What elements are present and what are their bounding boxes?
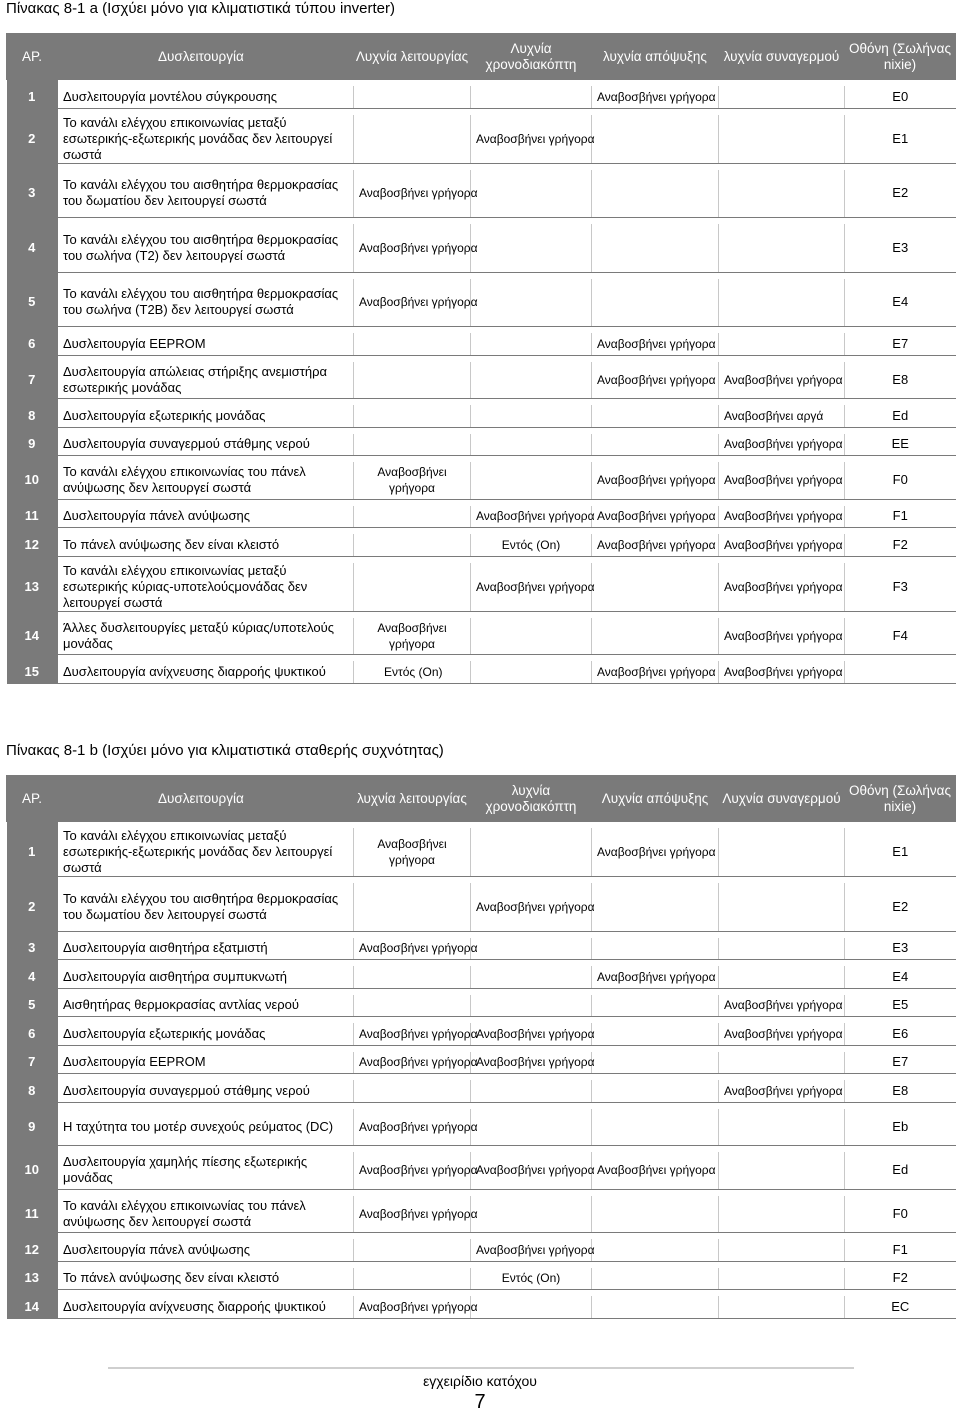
defrost-led-status: Αναβοσβήνει γρήγορα xyxy=(592,86,719,108)
row-number: 11 xyxy=(7,1196,58,1233)
error-table-inverter xyxy=(6,33,956,684)
alarm-led-status: Αναβοσβήνει γρήγορα xyxy=(719,995,845,1017)
alarm-led-status xyxy=(719,224,845,272)
malfunction-description: Δυσλειτουργία ανίχνευσης διαρροής ψυκτικού xyxy=(58,1296,354,1318)
malfunction-description: Το κανάλι ελέγχου επικοινωνίας μεταξύ εσωτερικής-εξωτερικής μονάδας δεν λειτουργεί σωστά xyxy=(58,115,354,164)
nixie-display-code: E2 xyxy=(845,170,956,218)
table-row xyxy=(7,563,956,612)
row-number: 7 xyxy=(7,362,58,399)
error-table-fixed-frequency xyxy=(6,775,956,1319)
nixie-display-code: Ed xyxy=(845,405,956,427)
malfunction-description: Το κανάλι ελέγχου του αισθητήρα θερμοκρασίας του δωματίου δεν λειτουργεί σωστά xyxy=(58,883,354,931)
row-number: 3 xyxy=(7,170,58,218)
nixie-display-code: E2 xyxy=(845,883,956,931)
row-number: 6 xyxy=(7,1023,58,1045)
timer-led-status xyxy=(471,462,592,499)
column-header-4: Λυχνία απόψυξης xyxy=(592,776,719,822)
table-b-caption: Πίνακας 8-1 b (Ισχύει μόνο για κλιματιστικά σταθερής συχνότητας) xyxy=(6,742,444,759)
alarm-led-status xyxy=(719,1268,845,1290)
defrost-led-status xyxy=(592,1023,719,1045)
malfunction-description: Το κανάλι ελέγχου επικοινωνίας του πάνελ ανύψωσης δεν λειτουργεί σωστά xyxy=(58,1196,354,1233)
defrost-led-status xyxy=(592,1080,719,1102)
operation-led-status: Αναβοσβήνει γρήγορα xyxy=(354,1152,471,1189)
malfunction-description: Δυσλειτουργία μοντέλου σύγκρουσης xyxy=(58,86,354,108)
defrost-led-status: Αναβοσβήνει γρήγορα xyxy=(592,661,719,683)
malfunction-description: Δυσλειτουργία ανίχνευσης διαρροής ψυκτικού xyxy=(58,661,354,683)
row-number: 9 xyxy=(7,1109,58,1146)
timer-led-status: Αναβοσβήνει γρήγορα xyxy=(471,506,592,528)
nixie-display-code: Ed xyxy=(845,1152,956,1189)
table-row xyxy=(7,224,956,272)
alarm-led-status: Αναβοσβήνει γρήγορα xyxy=(719,362,845,399)
row-number: 12 xyxy=(7,534,58,556)
nixie-display-code: E7 xyxy=(845,333,956,355)
timer-led-status xyxy=(471,1296,592,1318)
timer-led-status: Αναβοσβήνει γρήγορα xyxy=(471,1152,592,1189)
operation-led-status xyxy=(354,1080,471,1102)
row-number: 9 xyxy=(7,434,58,456)
row-number: 5 xyxy=(7,995,58,1017)
row-number: 1 xyxy=(7,828,58,877)
table-header-row xyxy=(7,34,956,80)
operation-led-status xyxy=(354,86,471,108)
timer-led-status: Αναβοσβήνει γρήγορα xyxy=(471,883,592,931)
malfunction-description: Δυσλειτουργία απώλειας στήριξης ανεμιστήρα εσωτερικής μονάδας xyxy=(58,362,354,399)
table-row xyxy=(7,170,956,218)
table-row xyxy=(7,1196,956,1233)
operation-led-status xyxy=(354,333,471,355)
malfunction-description: Το πάνελ ανύψωσης δεν είναι κλειστό xyxy=(58,534,354,556)
malfunction-description: Δυσλειτουργία εξωτερικής μονάδας xyxy=(58,405,354,427)
table-row xyxy=(7,1152,956,1189)
alarm-led-status xyxy=(719,1239,845,1261)
defrost-led-status xyxy=(592,1052,719,1074)
operation-led-status xyxy=(354,115,471,164)
column-header-2: λυχνία λειτουργίας xyxy=(354,776,471,822)
alarm-led-status xyxy=(719,333,845,355)
nixie-display-code: F3 xyxy=(845,563,956,612)
table-row xyxy=(7,115,956,164)
operation-led-status xyxy=(354,1268,471,1290)
nixie-display-code xyxy=(845,661,956,683)
nixie-display-code: E0 xyxy=(845,86,956,108)
malfunction-description: Δυσλειτουργία πάνελ ανύψωσης xyxy=(58,506,354,528)
alarm-led-status xyxy=(719,938,845,960)
operation-led-status: Αναβοσβήνει γρήγορα xyxy=(354,1109,471,1146)
operation-led-status xyxy=(354,362,471,399)
timer-led-status: Αναβοσβήνει γρήγορα xyxy=(471,1023,592,1045)
timer-led-status xyxy=(471,333,592,355)
nixie-display-code: F2 xyxy=(845,534,956,556)
table-header-row xyxy=(7,776,956,822)
timer-led-status xyxy=(471,86,592,108)
nixie-display-code: E7 xyxy=(845,1052,956,1074)
malfunction-description: Αισθητήρας θερμοκρασίας αντλίας νερού xyxy=(58,995,354,1017)
nixie-display-code: Eb xyxy=(845,1109,956,1146)
defrost-led-status: Αναβοσβήνει γρήγορα xyxy=(592,828,719,877)
column-header-0: ΑΡ. xyxy=(7,776,58,822)
timer-led-status: Αναβοσβήνει γρήγορα xyxy=(471,115,592,164)
timer-led-status xyxy=(471,224,592,272)
malfunction-description: Το κανάλι ελέγχου του αισθητήρα θερμοκρασίας του δωματίου δεν λειτουργεί σωστά xyxy=(58,170,354,218)
row-number: 2 xyxy=(7,115,58,164)
operation-led-status: Αναβοσβήνει γρήγορα xyxy=(354,618,471,655)
defrost-led-status xyxy=(592,279,719,327)
alarm-led-status xyxy=(719,1196,845,1233)
table-row xyxy=(7,1268,956,1290)
table-row xyxy=(7,333,956,355)
defrost-led-status xyxy=(592,1239,719,1261)
defrost-led-status: Αναβοσβήνει γρήγορα xyxy=(592,506,719,528)
column-header-6: Οθόνη (Σωλήνας nixie) xyxy=(845,34,956,80)
table-row xyxy=(7,434,956,456)
defrost-led-status xyxy=(592,170,719,218)
column-header-3: λυχνία χρονοδιακόπτη xyxy=(471,776,592,822)
timer-led-status: Εντός (On) xyxy=(471,1268,592,1290)
row-number: 5 xyxy=(7,279,58,327)
timer-led-status xyxy=(471,618,592,655)
nixie-display-code: F0 xyxy=(845,1196,956,1233)
timer-led-status xyxy=(471,938,592,960)
column-header-6: Οθόνη (Σωλήνας nixie) xyxy=(845,776,956,822)
malfunction-description: Δυσλειτουργία αισθητήρα συμπυκνωτή xyxy=(58,966,354,988)
alarm-led-status: Αναβοσβήνει γρήγορα xyxy=(719,506,845,528)
row-number: 7 xyxy=(7,1052,58,1074)
defrost-led-status xyxy=(592,938,719,960)
table-row xyxy=(7,938,956,960)
alarm-led-status xyxy=(719,86,845,108)
alarm-led-status: Αναβοσβήνει αργά xyxy=(719,405,845,427)
table-row xyxy=(7,618,956,655)
table-row xyxy=(7,506,956,528)
table-row xyxy=(7,661,956,683)
malfunction-description: Άλλες δυσλειτουργίες μεταξύ κύριας/υποτελούς μονάδας xyxy=(58,618,354,655)
nixie-display-code: E6 xyxy=(845,1023,956,1045)
defrost-led-status xyxy=(592,563,719,612)
malfunction-description: Η ταχύτητα του μοτέρ συνεχούς ρεύματος (DC) xyxy=(58,1109,354,1146)
alarm-led-status: Αναβοσβήνει γρήγορα xyxy=(719,1023,845,1045)
alarm-led-status: Αναβοσβήνει γρήγορα xyxy=(719,462,845,499)
timer-led-status xyxy=(471,170,592,218)
nixie-display-code: E1 xyxy=(845,115,956,164)
nixie-display-code: E8 xyxy=(845,1080,956,1102)
alarm-led-status xyxy=(719,883,845,931)
defrost-led-status: Αναβοσβήνει γρήγορα xyxy=(592,1152,719,1189)
defrost-led-status xyxy=(592,618,719,655)
operation-led-status: Αναβοσβήνει γρήγορα xyxy=(354,224,471,272)
column-header-3: Λυχνία χρονοδιακόπτη xyxy=(471,34,592,80)
row-number: 8 xyxy=(7,1080,58,1102)
alarm-led-status: Αναβοσβήνει γρήγορα xyxy=(719,1080,845,1102)
row-number: 3 xyxy=(7,938,58,960)
malfunction-description: Δυσλειτουργία συναγερμού στάθμης νερού xyxy=(58,434,354,456)
operation-led-status: Αναβοσβήνει γρήγορα xyxy=(354,279,471,327)
timer-led-status xyxy=(471,1080,592,1102)
nixie-display-code: E1 xyxy=(845,828,956,877)
footer-divider xyxy=(108,1367,854,1369)
page-number: 7 xyxy=(474,1391,486,1413)
timer-led-status xyxy=(471,434,592,456)
malfunction-description: Δυσλειτουργία πάνελ ανύψωσης xyxy=(58,1239,354,1261)
alarm-led-status xyxy=(719,966,845,988)
timer-led-status xyxy=(471,828,592,877)
timer-led-status xyxy=(471,661,592,683)
table-row xyxy=(7,534,956,556)
malfunction-description: Το κανάλι ελέγχου επικοινωνίας του πάνελ ανύψωσης δεν λειτουργεί σωστά xyxy=(58,462,354,499)
table-row xyxy=(7,279,956,327)
timer-led-status xyxy=(471,1196,592,1233)
row-number: 8 xyxy=(7,405,58,427)
operation-led-status: Αναβοσβήνει γρήγορα xyxy=(354,462,471,499)
malfunction-description: Δυσλειτουργία εξωτερικής μονάδας xyxy=(58,1023,354,1045)
alarm-led-status: Αναβοσβήνει γρήγορα xyxy=(719,661,845,683)
timer-led-status: Αναβοσβήνει γρήγορα xyxy=(471,1239,592,1261)
nixie-display-code: E4 xyxy=(845,966,956,988)
malfunction-description: Δυσλειτουργία EEPROM xyxy=(58,333,354,355)
timer-led-status: Εντός (On) xyxy=(471,534,592,556)
operation-led-status xyxy=(354,1239,471,1261)
operation-led-status: Αναβοσβήνει γρήγορα xyxy=(354,1296,471,1318)
alarm-led-status: Αναβοσβήνει γρήγορα xyxy=(719,534,845,556)
defrost-led-status: Αναβοσβήνει γρήγορα xyxy=(592,462,719,499)
defrost-led-status xyxy=(592,1109,719,1146)
timer-led-status xyxy=(471,405,592,427)
operation-led-status xyxy=(354,405,471,427)
malfunction-description: Δυσλειτουργία συναγερμού στάθμης νερού xyxy=(58,1080,354,1102)
defrost-led-status xyxy=(592,1296,719,1318)
table-row xyxy=(7,1239,956,1261)
defrost-led-status xyxy=(592,115,719,164)
table-row xyxy=(7,86,956,108)
malfunction-description: Δυσλειτουργία χαμηλής πίεσης εξωτερικής μονάδας xyxy=(58,1152,354,1189)
defrost-led-status xyxy=(592,995,719,1017)
row-number: 15 xyxy=(7,661,58,683)
row-number: 4 xyxy=(7,966,58,988)
row-number: 10 xyxy=(7,1152,58,1189)
table-row xyxy=(7,1023,956,1045)
alarm-led-status xyxy=(719,170,845,218)
table-row xyxy=(7,883,956,931)
table-row xyxy=(7,462,956,499)
defrost-led-status xyxy=(592,434,719,456)
malfunction-description: Το κανάλι ελέγχου επικοινωνίας μεταξύ εσωτερικής κύριας-υποτελούςμονάδας δεν λειτουργεί σωστά xyxy=(58,563,354,612)
nixie-display-code: E8 xyxy=(845,362,956,399)
malfunction-description: Δυσλειτουργία EEPROM xyxy=(58,1052,354,1074)
timer-led-status xyxy=(471,995,592,1017)
table-row xyxy=(7,966,956,988)
operation-led-status: Αναβοσβήνει γρήγορα xyxy=(354,1196,471,1233)
table-row xyxy=(7,1052,956,1074)
nixie-display-code: F1 xyxy=(845,1239,956,1261)
table-row xyxy=(7,995,956,1017)
defrost-led-status: Αναβοσβήνει γρήγορα xyxy=(592,534,719,556)
row-number: 4 xyxy=(7,224,58,272)
defrost-led-status xyxy=(592,883,719,931)
alarm-led-status: Αναβοσβήνει γρήγορα xyxy=(719,563,845,612)
table-row xyxy=(7,828,956,877)
defrost-led-status: Αναβοσβήνει γρήγορα xyxy=(592,333,719,355)
operation-led-status xyxy=(354,883,471,931)
row-number: 6 xyxy=(7,333,58,355)
nixie-display-code: EC xyxy=(845,1296,956,1318)
alarm-led-status xyxy=(719,828,845,877)
operation-led-status xyxy=(354,966,471,988)
timer-led-status xyxy=(471,362,592,399)
operation-led-status: Αναβοσβήνει γρήγορα xyxy=(354,1052,471,1074)
alarm-led-status xyxy=(719,1152,845,1189)
alarm-led-status: Αναβοσβήνει γρήγορα xyxy=(719,618,845,655)
operation-led-status: Αναβοσβήνει γρήγορα xyxy=(354,938,471,960)
row-number: 11 xyxy=(7,506,58,528)
timer-led-status: Αναβοσβήνει γρήγορα xyxy=(471,563,592,612)
timer-led-status xyxy=(471,279,592,327)
alarm-led-status xyxy=(719,1052,845,1074)
row-number: 12 xyxy=(7,1239,58,1261)
alarm-led-status: Αναβοσβήνει γρήγορα xyxy=(719,434,845,456)
column-header-4: λυχνία απόψυξης xyxy=(592,34,719,80)
operation-led-status xyxy=(354,534,471,556)
nixie-display-code: F0 xyxy=(845,462,956,499)
operation-led-status: Εντός (On) xyxy=(354,661,471,683)
defrost-led-status xyxy=(592,405,719,427)
malfunction-description: Το κανάλι ελέγχου του αισθητήρα θερμοκρασίας του σωλήνα (T2) δεν λειτουργεί σωστά xyxy=(58,224,354,272)
nixie-display-code: F2 xyxy=(845,1268,956,1290)
alarm-led-status xyxy=(719,279,845,327)
operation-led-status xyxy=(354,434,471,456)
defrost-led-status xyxy=(592,1196,719,1233)
defrost-led-status xyxy=(592,224,719,272)
column-header-0: ΑΡ. xyxy=(7,34,58,80)
row-number: 13 xyxy=(7,563,58,612)
column-header-5: Λυχνία συναγερμού xyxy=(719,776,845,822)
table-a-caption: Πίνακας 8-1 a (Ισχύει μόνο για κλιματιστικά τύπου inverter) xyxy=(6,0,395,17)
table-row xyxy=(7,1296,956,1318)
operation-led-status xyxy=(354,563,471,612)
timer-led-status: Αναβοσβήνει γρήγορα xyxy=(471,1052,592,1074)
nixie-display-code: E3 xyxy=(845,224,956,272)
column-header-5: λυχνία συναγερμού xyxy=(719,34,845,80)
row-number: 13 xyxy=(7,1268,58,1290)
column-header-2: Λυχνία λειτουργίας xyxy=(354,34,471,80)
alarm-led-status xyxy=(719,1109,845,1146)
nixie-display-code: F4 xyxy=(845,618,956,655)
alarm-led-status xyxy=(719,1296,845,1318)
operation-led-status xyxy=(354,506,471,528)
column-header-1: Δυσλειτουργία xyxy=(58,776,354,822)
defrost-led-status: Αναβοσβήνει γρήγορα xyxy=(592,966,719,988)
nixie-display-code: E4 xyxy=(845,279,956,327)
table-row xyxy=(7,405,956,427)
timer-led-status xyxy=(471,966,592,988)
nixie-display-code: EE xyxy=(845,434,956,456)
column-header-1: Δυσλειτουργία xyxy=(58,34,354,80)
malfunction-description: Το κανάλι ελέγχου του αισθητήρα θερμοκρασίας του σωλήνα (T2B) δεν λειτουργεί σωστά xyxy=(58,279,354,327)
row-number: 2 xyxy=(7,883,58,931)
table-row xyxy=(7,1080,956,1102)
defrost-led-status: Αναβοσβήνει γρήγορα xyxy=(592,362,719,399)
malfunction-description: Δυσλειτουργία αισθητήρα εξατμιστή xyxy=(58,938,354,960)
alarm-led-status xyxy=(719,115,845,164)
row-number: 1 xyxy=(7,86,58,108)
table-row xyxy=(7,1109,956,1146)
row-number: 14 xyxy=(7,1296,58,1318)
timer-led-status xyxy=(471,1109,592,1146)
malfunction-description: Το πάνελ ανύψωσης δεν είναι κλειστό xyxy=(58,1268,354,1290)
defrost-led-status xyxy=(592,1268,719,1290)
footer-manual-title: εγχειρίδιο κατόχου xyxy=(423,1373,537,1389)
operation-led-status: Αναβοσβήνει γρήγορα xyxy=(354,1023,471,1045)
table-row xyxy=(7,362,956,399)
nixie-display-code: E3 xyxy=(845,938,956,960)
operation-led-status xyxy=(354,995,471,1017)
operation-led-status: Αναβοσβήνει γρήγορα xyxy=(354,170,471,218)
malfunction-description: Το κανάλι ελέγχου επικοινωνίας μεταξύ εσωτερικής-εξωτερικής μονάδας δεν λειτουργεί σωστά xyxy=(58,828,354,877)
nixie-display-code: F1 xyxy=(845,506,956,528)
row-number: 10 xyxy=(7,462,58,499)
nixie-display-code: E5 xyxy=(845,995,956,1017)
row-number: 14 xyxy=(7,618,58,655)
operation-led-status: Αναβοσβήνει γρήγορα xyxy=(354,828,471,877)
